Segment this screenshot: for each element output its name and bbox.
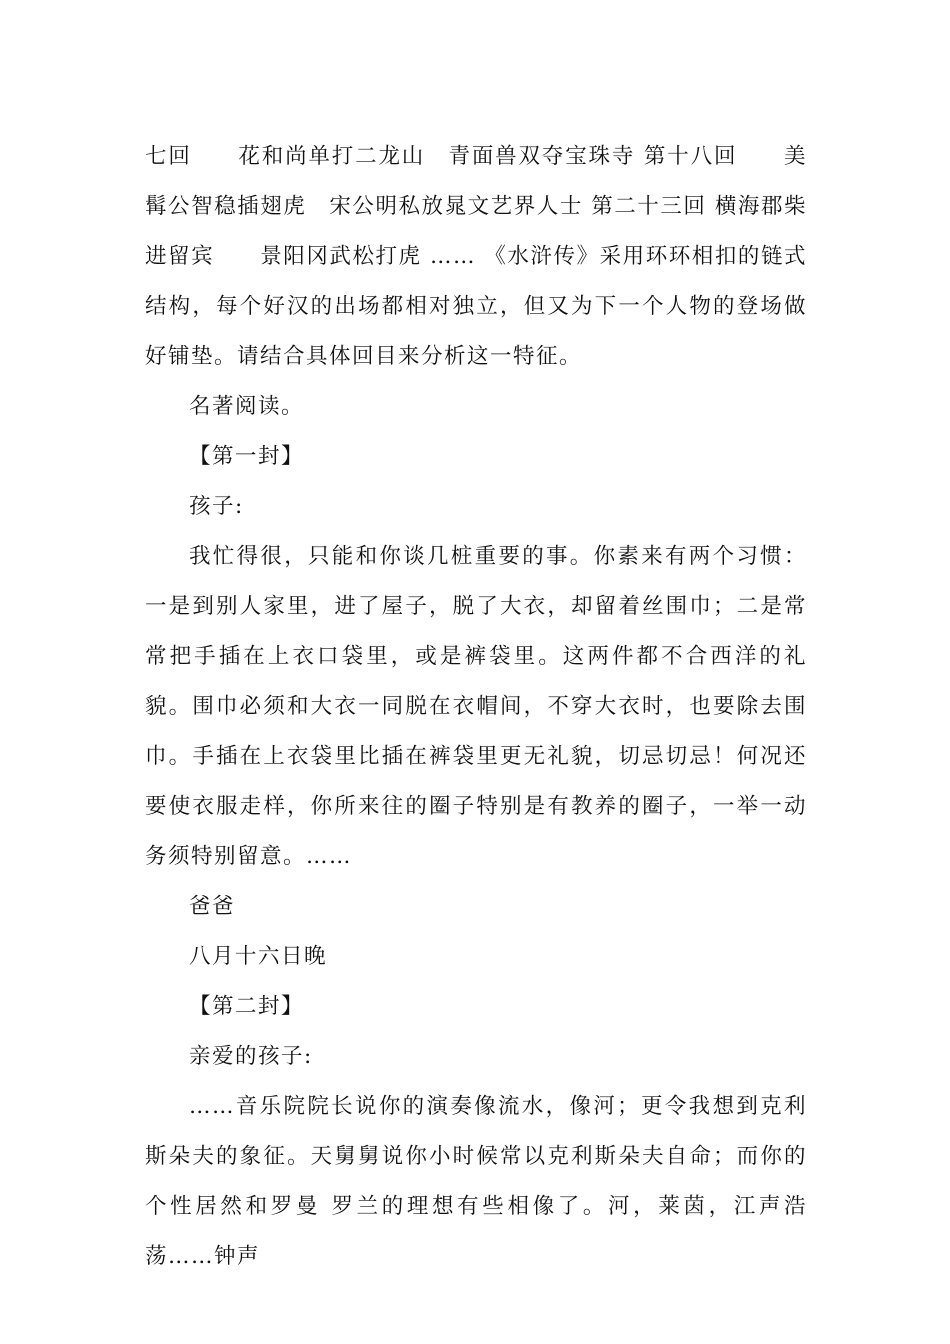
letter-one-body: 我忙得很，只能和你谈几桩重要的事。你素来有两个习惯：一是到别人家里，进了屋子，脱了大衣，却留着丝围巾；二是常常把手插在上衣口袋里，或是裤袋里。这两件都不合西洋的礼貌。围巾必须和大衣一同脱在衣帽间，不穿大衣时，也要除去围巾。手插在上衣袋里比插在裤袋里更无礼貌，切忌切忌！何况还要使衣服走样，你所来往的圈子特别是有教养的圈子，一举一动务须特别留意。…… — [145, 544, 807, 869]
letter-two-label: 【第二封】 — [189, 994, 305, 1019]
letter-two-body: ……音乐院院长说你的演奏像流水，像河；更令我想到克利斯朵夫的象征。天舅舅说你小时候常以克利斯朵夫自命；而你的个性居然和罗曼 罗兰的理想有些相像了。河，莱茵，江声浩荡……钟声 — [145, 1094, 807, 1269]
letter-one-signature: 爸爸 — [189, 894, 236, 919]
question-paragraph: 七回 花和尚单打二龙山 青面兽双夺宝珠寺 第十八回 美髯公智稳插翅虎 宋公明私放晁文艺界人士 第二十三回 横海郡柴进留宾 景阳冈武松打虎 …… 《水浒传》采用环环相扣的链式结构，每个好汉的出场都相对独立，但又为下一个人物的登场做好铺垫。请结合具体回目来分析这一特征。 — [145, 144, 807, 369]
letter-one-date: 八月十六日晚 — [189, 944, 328, 969]
letter-one-salutation: 孩子: — [189, 494, 244, 519]
letter-one-label: 【第一封】 — [189, 444, 305, 469]
document-text — [145, 132, 807, 1282]
letter-two-salutation: 亲爱的孩子: — [189, 1044, 313, 1069]
section-heading: 名著阅读。 — [189, 394, 305, 419]
